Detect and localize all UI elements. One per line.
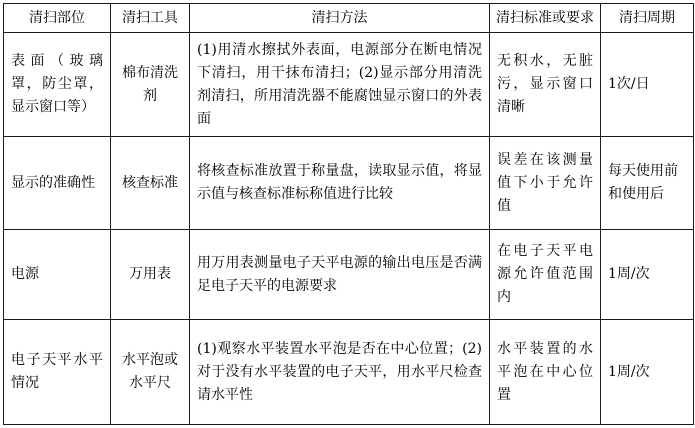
- table-row: [4, 320, 694, 425]
- header-cleaning-method: 清扫方法: [190, 4, 490, 33]
- cell-part: 电源: [4, 230, 111, 320]
- cell-standard: 水平装置的水平泡在中心位置: [490, 320, 601, 425]
- cell-method: 将核查标准放置于称量盘，读取显示值，将显示值与核查标准标称值进行比较: [190, 137, 490, 230]
- cell-method: 用万用表测量电子天平电源的输出电压是否满足电子天平的电源要求: [190, 230, 490, 320]
- cell-part: 电子天平水平情况: [4, 320, 111, 425]
- cell-period: 每天使用前和使用后: [601, 137, 694, 230]
- cell-period: 1次/日: [601, 33, 694, 137]
- cell-part: 显示的准确性: [4, 137, 111, 230]
- table-row: [4, 33, 694, 137]
- cell-part: 表面（玻璃罩，防尘罩，显示窗口等）: [4, 33, 111, 137]
- header-cleaning-tool: 清扫工具: [111, 4, 190, 33]
- cell-tool: 水平泡或水平尺: [111, 320, 190, 425]
- table-row: [4, 230, 694, 320]
- cell-standard: 无积水，无脏污，显示窗口清晰: [490, 33, 601, 137]
- table-row: [4, 137, 694, 230]
- cell-method: (1)用清水擦拭外表面，电源部分在断电情况下清扫，用干抹布清扫；(2)显示部分用清洗剂清扫，所用清洗器不能腐蚀显示窗口的外表面: [190, 33, 490, 137]
- cell-standard: 在电子天平电源允许值范围内: [490, 230, 601, 320]
- header-row: [4, 4, 694, 33]
- cell-standard: 误差在该测量值下小于允许值: [490, 137, 601, 230]
- header-cleaning-standard: 清扫标准或要求: [490, 4, 601, 33]
- cell-tool: 棉布清洗剂: [111, 33, 190, 137]
- cleaning-table: [3, 3, 694, 425]
- cell-method: (1)观察水平装置水平泡是否在中心位置；(2)对于没有水平装置的电子天平，用水平尺检查请水平性: [190, 320, 490, 425]
- cell-tool: 万用表: [111, 230, 190, 320]
- header-cleaning-period: 清扫周期: [601, 4, 694, 33]
- cell-period: 1周/次: [601, 230, 694, 320]
- header-cleaning-part: 清扫部位: [4, 4, 111, 33]
- cell-period: 1周/次: [601, 320, 694, 425]
- cell-tool: 核查标准: [111, 137, 190, 230]
